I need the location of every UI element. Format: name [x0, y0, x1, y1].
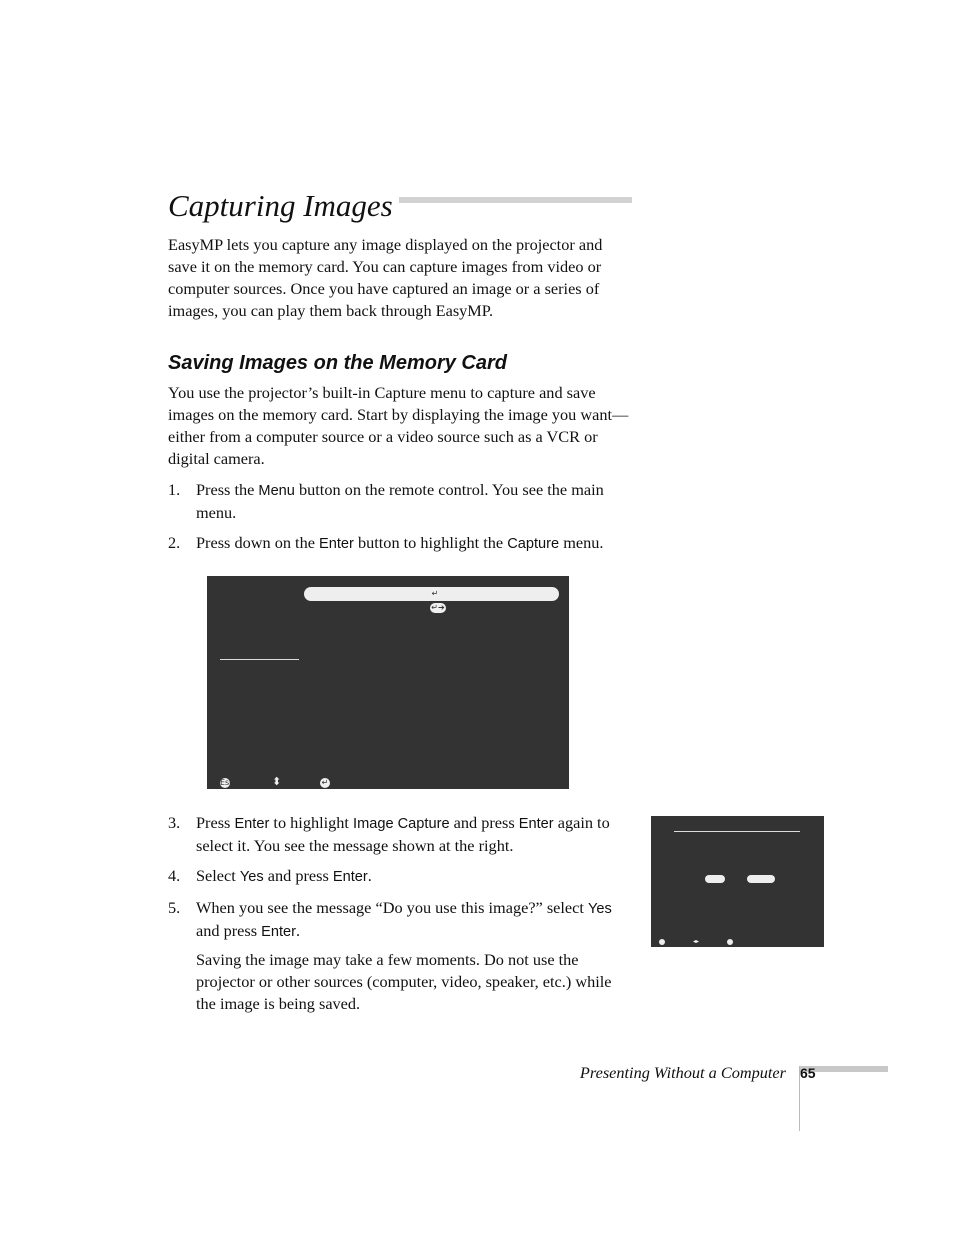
footer-section-title: Presenting Without a Computer: [579, 1063, 786, 1082]
page-title: Capturing Images: [168, 186, 399, 226]
no-option-button: [747, 875, 775, 883]
step-2: 2. Press down on the Enter button to highlight the Capture menu.: [168, 533, 604, 552]
key-label: Enter: [332, 869, 368, 885]
key-label: Yes: [239, 869, 264, 885]
leftright-icon: ◂▸: [693, 938, 700, 945]
message-divider: [674, 831, 800, 832]
step-3: 3. Press Enter to highlight Image Capture and press Enter again to select it. You see the message shown at the right.: [168, 813, 610, 855]
capture-menu-screenshot: [207, 576, 569, 789]
step-1: 1. Press the Menu button on the remote control. You see the main menu.: [168, 480, 604, 522]
capture-confirm-screenshot: [651, 816, 824, 947]
step-number: 4.: [168, 866, 181, 885]
menu-label: Capture: [507, 536, 560, 552]
enter-icon: [727, 939, 733, 945]
page-number: 65: [800, 1065, 816, 1081]
intro-paragraph: EasyMP lets you capture any image displayed on the projector and save it on the memory card. You can capture images from video or computer sources. Once you have captured an image or a series of images, you can play them back through EasyMP.: [168, 235, 603, 320]
step-5: 5. When you see the message “Do you use this image?” select Yes and press Enter.: [168, 898, 612, 940]
saving-note: Saving the image may take a few moments. Do not use the projector or other sources (computer, video, speaker, etc.) while the image is being saved.: [196, 950, 612, 1013]
key-label: Menu: [258, 483, 295, 499]
step-4: 4. Select Yes and press Enter.: [168, 866, 372, 885]
key-label: Enter: [261, 924, 296, 940]
key-label: Enter: [518, 816, 554, 832]
section-heading: Saving Images on the Memory Card: [168, 352, 507, 374]
updown-icon: ⬍: [272, 775, 282, 788]
menu-label: Image Capture: [353, 816, 450, 832]
enter-arrow-icon: ↵➔: [431, 603, 445, 612]
key-label: Enter: [234, 816, 270, 832]
step-number: 3.: [168, 813, 181, 832]
enter-icon: ↵: [431, 589, 439, 598]
step-number: 5.: [168, 898, 181, 917]
enter-icon: ↵: [321, 778, 329, 787]
key-label: Enter: [319, 536, 354, 552]
capture-menu-paragraph: You use the projector’s built-in Capture menu to capture and save images on the memory card. Start by displaying the image you want—either from a computer source or a video source such as a VCR or digital camera.: [168, 383, 629, 468]
esc-icon: [659, 939, 665, 945]
key-label: Yes: [587, 901, 612, 917]
esc-icon: Esc: [220, 778, 234, 787]
menu-divider: [220, 659, 299, 660]
step-number: 1.: [168, 480, 181, 499]
yes-option-button: [705, 875, 725, 883]
step-number: 2.: [168, 533, 181, 552]
